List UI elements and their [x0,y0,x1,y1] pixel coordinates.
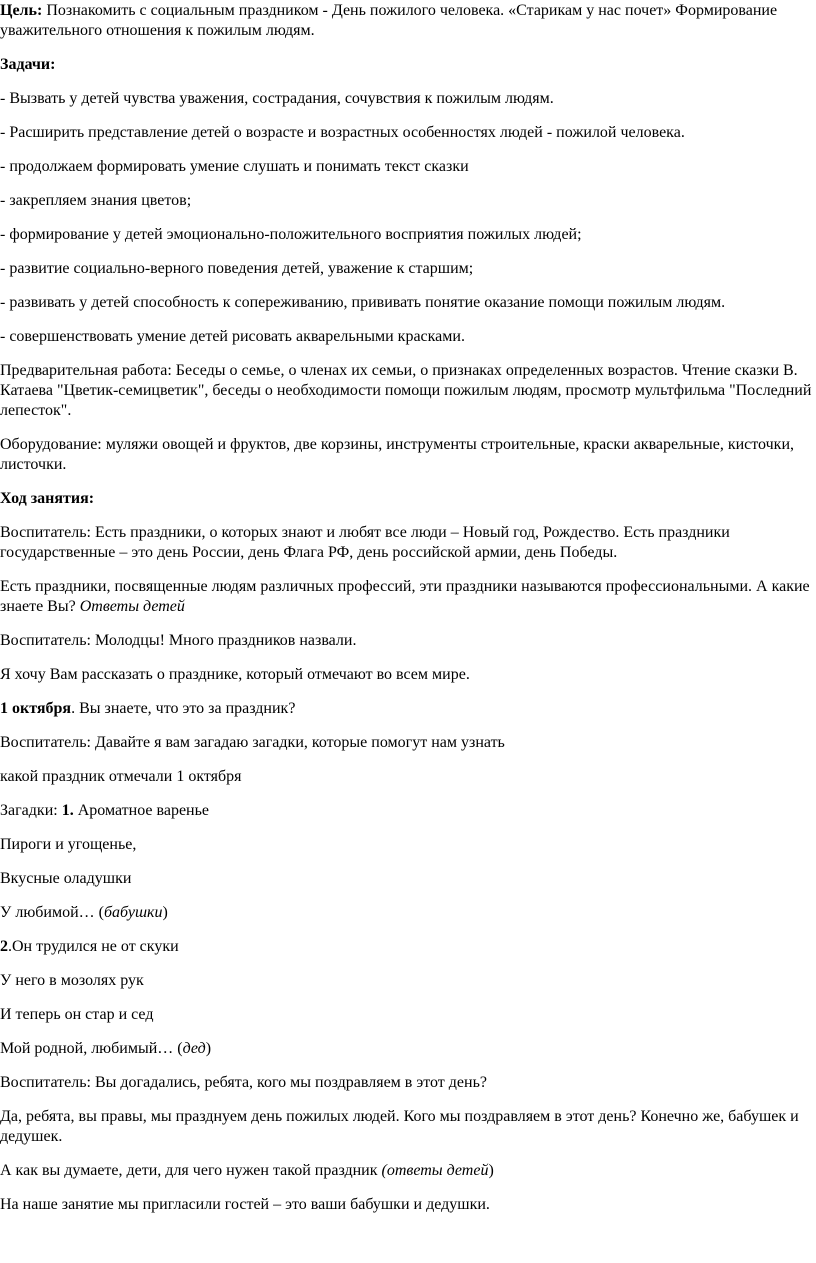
lesson-heading [0,489,812,509]
riddle-line [0,1039,812,1059]
riddle-line [0,801,812,821]
lesson-heading-text: Ход занятия: [0,490,95,507]
goal-label: Цель: [0,2,43,19]
date-highlight: 1 октября [0,700,72,717]
riddle-text: У любимой… ( [0,904,104,921]
riddle-line: Пироги и угощенье, [0,836,137,853]
task-item: - развивать у детей способность к сопереживанию, прививать понятие оказание помощи пожилым людям. [0,294,726,311]
lesson-paragraph [0,577,812,617]
lesson-paragraph: На наше занятие мы пригласили гостей – это ваши бабушки и дедушки. [0,1196,490,1213]
lesson-paragraph [0,699,812,719]
children-answers: Ответы детей [79,598,185,615]
riddle-text: Ароматное варенье [73,802,210,819]
lesson-paragraph: Воспитатель: Давайте я вам загадаю загадки, которые помогут нам узнать [0,734,505,751]
lesson-paragraph: Да, ребята, вы правы, мы празднуем день пожилых людей. Кого мы поздравляем в этот день? Конечно же, бабушек и дедушек. [0,1108,799,1145]
lesson-paragraph: Я хочу Вам рассказать о празднике, который отмечают во всем мире. [0,666,470,683]
task-item: - Расширить представление детей о возрасте и возрастных особенностях людей - пожилой человека. [0,124,685,141]
task-item: - закрепляем знания цветов; [0,192,192,209]
lesson-paragraph [0,1161,812,1181]
goal-text: Познакомить с социальным праздником - День пожилого человека. «Старикам у нас почет» Формирование уважительного отношения к пожилым людям. [0,2,778,39]
riddle-text: ) [162,904,168,921]
lesson-text: . Вы знаете, что это за праздник? [71,700,296,717]
riddle-answer: дед [182,1040,206,1057]
tasks-label: Задачи: [0,56,56,73]
task-item: - Вызвать у детей чувства уважения, сострадания, сочувствия к пожилым людям. [0,90,554,107]
riddle-answer: бабушки [103,904,163,921]
goal-paragraph [0,1,812,41]
lesson-text: Есть праздники, посвященные людям различных профессий, эти праздники называются профессиональными. А какие знаете Вы? [0,578,810,615]
equipment: Оборудование: муляжи овощей и фруктов, две корзины, инструменты строительные, краски акварельные, кисточки, листочки. [0,436,794,473]
lesson-paragraph: Воспитатель: Молодцы! Много праздников назвали. [0,632,357,649]
lesson-text: ) [488,1162,494,1179]
riddle-line: И теперь он стар и сед [0,1006,154,1023]
tasks-heading [0,55,812,75]
riddle-text: .Он трудился не от скуки [8,938,179,955]
task-item: - продолжаем формировать умение слушать и понимать текст сказки [0,158,469,175]
task-item: - совершенствовать умение детей рисовать акварельными красками. [0,328,465,345]
lesson-text: А как вы думаете, дети, для чего нужен такой праздник [0,1162,382,1179]
riddle-line [0,937,812,957]
lesson-paragraph: Воспитатель: Есть праздники, о которых знают и любят все люди – Новый год, Рождество. Есть праздники государственные – это день России, день Флага РФ, день российской армии, день Победы. [0,524,730,561]
riddle-text: ) [205,1040,212,1057]
children-answers: (ответы детей [381,1162,489,1179]
riddle-number: 1. [61,802,74,819]
riddle-line [0,903,812,923]
task-item: - формирование у детей эмоционально-положительного восприятия пожилых людей; [0,226,582,243]
lesson-paragraph: Воспитатель: Вы догадались, ребята, кого мы поздравляем в этот день? [0,1074,487,1091]
lesson-paragraph: какой праздник отмечали 1 октября [0,768,242,785]
riddle-number: 2 [0,938,8,955]
riddle-text: Мой родной, любимый… ( [0,1040,183,1057]
task-item: - развитие социально-верного поведения детей, уважение к старшим; [0,260,474,277]
preliminary-work: Предварительная работа: Беседы о семье, о членах их семьи, о признаках определенных возрастов. Чтение сказки В. Катаева "Цветик-семицветик", беседы о необходимости помощи пожилым людям, просмотр мультфильма "Последний лепесток". [0,362,812,419]
riddle-line: У него в мозолях рук [0,972,144,989]
riddles-label: Загадки: [0,802,62,819]
riddle-line: Вкусные оладушки [0,870,132,887]
